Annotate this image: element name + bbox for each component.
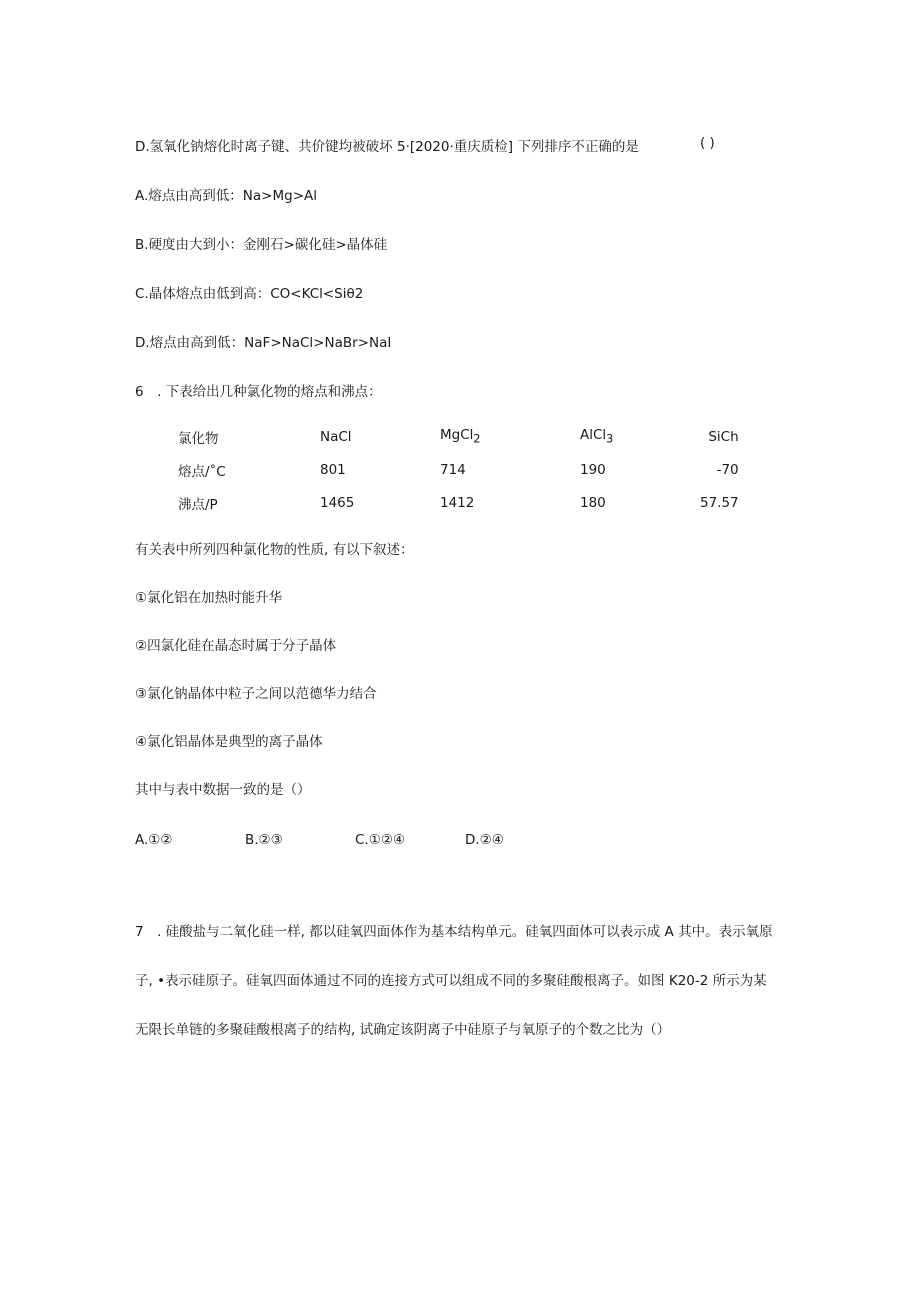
formula-subscript: 2 [473,432,481,446]
q6-choice-c: C.①②④ [355,832,406,848]
q6-question: 其中与表中数据一致的是（） [135,782,311,798]
q5-option-c: C.晶体熔点由低到高：CO<KCl<Siθ2 [135,286,364,302]
q5-answer-blank: ( ) [700,135,715,151]
q5-option-b: B.硬度由大到小：金刚石>碳化硅>晶体硅 [135,237,388,253]
q7-line-1: 7 . 硅酸盐与二氧化硅一样, 都以硅氧四面体作为基本结构单元。硅氧四面体可以表示成 A 其中。表示氧原 [135,924,773,940]
table-cell: 180 [580,494,606,511]
table-header-cell [440,420,580,453]
q6-statement-2: ②四氯化硅在晶态时属于分子晶体 [135,638,337,654]
table-header-row [178,420,739,453]
table-row [178,486,739,519]
q6-choice-a: A.①② [135,832,173,848]
q6-statement-1: ①氯化铝在加热时能升华 [135,590,283,606]
table-header-cell [580,420,700,453]
q7-line-3: 无限长单链的多聚硅酸根离子的结构, 试确定该阴离子中硅原子与氧原子的个数之比为（） [135,1022,671,1038]
formula-subscript: 3 [606,432,614,446]
table-cell: 714 [440,461,466,478]
q5-option-d: D.熔点由高到低：NaF>NaCl>NaBr>NaI [135,335,392,351]
table-cell: -70 [716,461,739,478]
formula-main: MgCl [440,427,474,444]
table-cell: 沸点/P [178,496,218,513]
q5-prev-option-d-and-stem: D.氢氧化钠熔化时离子键、共价键均被破坏 5·[2020·重庆质检] 下列排序不正确的是 [135,139,639,155]
table-cell: 1412 [440,494,475,511]
table-cell: 57.57 [700,494,739,511]
formula-main: AlCl [580,427,607,444]
q6-choice-b: B.②③ [245,832,283,848]
q5-option-a: A.熔点由高到低：Na>Mg>Al [135,188,317,204]
table-row [178,453,739,486]
q6-stem: 6 . 下表给出几种氯化物的熔点和沸点： [135,384,382,400]
table-header-cell: SiCh [708,428,739,445]
table-cell: 熔点/˚C [178,463,226,480]
chloride-table [178,420,739,519]
table-cell: 190 [580,461,606,478]
table-cell: 1465 [320,494,355,511]
q6-statement-4: ④氯化铝晶体是典型的离子晶体 [135,734,323,750]
q6-statement-3: ③氯化钠晶体中粒子之间以范德华力结合 [135,686,377,702]
table-header-cell: 氯化物 [178,430,219,447]
q7-line-2: 子, •表示硅原子。硅氧四面体通过不同的连接方式可以组成不同的多聚硅酸根离子。如图 K20-2 所示为某 [135,973,767,989]
q6-intro: 有关表中所列四种氯化物的性质, 有以下叙述： [135,542,414,558]
table-header-cell: NaCl [320,428,352,445]
q6-choice-d: D.②④ [465,832,504,848]
table-cell: 801 [320,461,346,478]
